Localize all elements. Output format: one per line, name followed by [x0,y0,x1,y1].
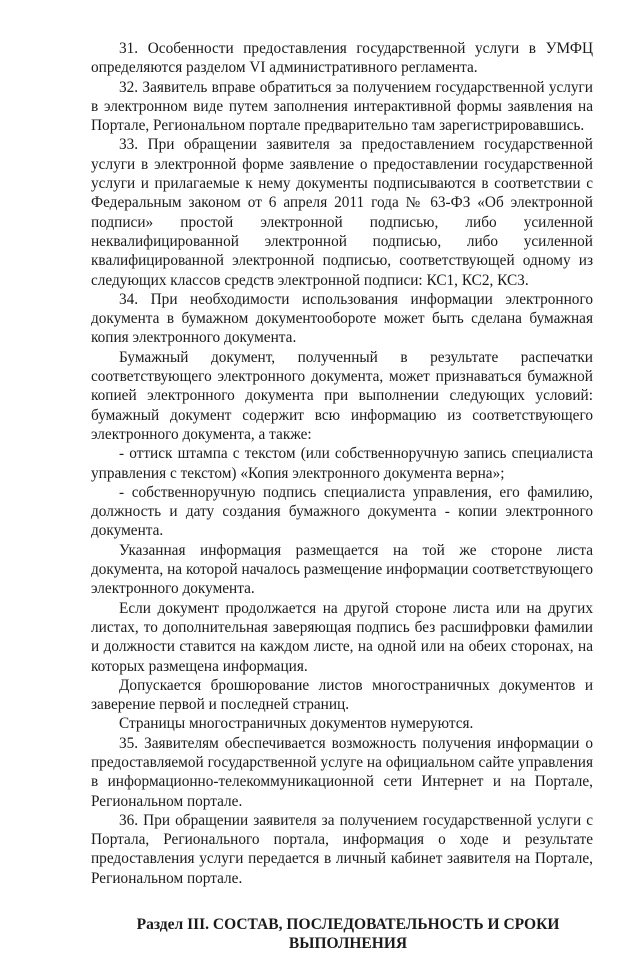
paragraph-numbering: Страницы многостраничных документов нумеруются. [119,715,474,733]
paragraph-31: 31. Особенности предоставления государственной услуги в УМФЦ определяются разделом VI административного регламента. [91,40,593,77]
paragraph-33: 33. При обращении заявителя за предоставлением государственной услуги в электронной форме заявление о предоставлении государственной услуги и прилагаемые к нему документы подписываются в соответствии с Федеральным законом от 6 апреля 2011 года № 63-ФЗ «Об электронной подписи» простой электронной подписью, либо усиленной неквалифицированной электронной подписью, либо усиленной квалифицированной электронной подписью, соответствующей одному из следующих классов средств электронной подписи: КС1, КС2, КС3. [91,136,593,289]
paragraph-binding: Допускается брошюрование листов многостраничных документов и заверение первой и последней страниц. [91,676,593,714]
paragraph-34: 34. При необходимости использования информации электронного документа в бумажном документообороте может быть сделана бумажная копия электронного документа. [91,290,593,347]
list-item-stamp: - оттиск штампа с текстом (или собственноручную запись специалиста управления с текстом) «Копия электронного документа верна»; [91,445,593,482]
paragraph-placement: Указанная информация размещается на той же стороне листа документа, на которой началось размещение информации соответствующего электронного документа. [91,541,593,598]
paragraph-continuation: Если документ продолжается на другой стороне листа или на других листах, то дополнительная заверяющая подпись без расшифровки фамилии и должности ставится на каждом листе, на одной или на обеих сторонах, на которых размещена информация. [91,599,593,675]
paragraph-36: 36. При обращении заявителя за получением государственной услуги с Портала, Регионального портала, информация о ходе и результате предоставления услуги передается в личный кабинет заявителя на Портале, Региональном портале. [91,811,593,887]
paragraph-35: 35. Заявителям обеспечивается возможность получения информации о предоставляемой государственной услуге на официальном сайте управления в информационно-телекоммуникационной сети Интернет и на Портале, Региональном портале. [91,734,593,810]
section-heading [91,915,593,953]
paragraph-paper-document: Бумажный документ, полученный в результате распечатки соответствующего электронного документа, может признаваться бумажной копией электронного документа при выполнении следующих условий: бумажный документ содержит всю информацию из соответствующего электронного документа, а также: [91,348,593,443]
list-item-signature: - собственноручную подпись специалиста управления, его фамилию, должность и дату создания бумажного документа - копии электронного документа. [91,483,593,540]
section-heading-line1: Раздел III. СОСТАВ, ПОСЛЕДОВАТЕЛЬНОСТЬ И СРОКИ [136,916,560,934]
section-heading-line2: ВЫПОЛНЕНИЯ [288,935,408,953]
paragraph-32: 32. Заявитель вправе обратиться за получением государственной услуги в электронном виде путем заполнения интерактивной формы заявления на Портале, Региональном портале предварительно там зарегистрировавшись. [91,78,593,135]
